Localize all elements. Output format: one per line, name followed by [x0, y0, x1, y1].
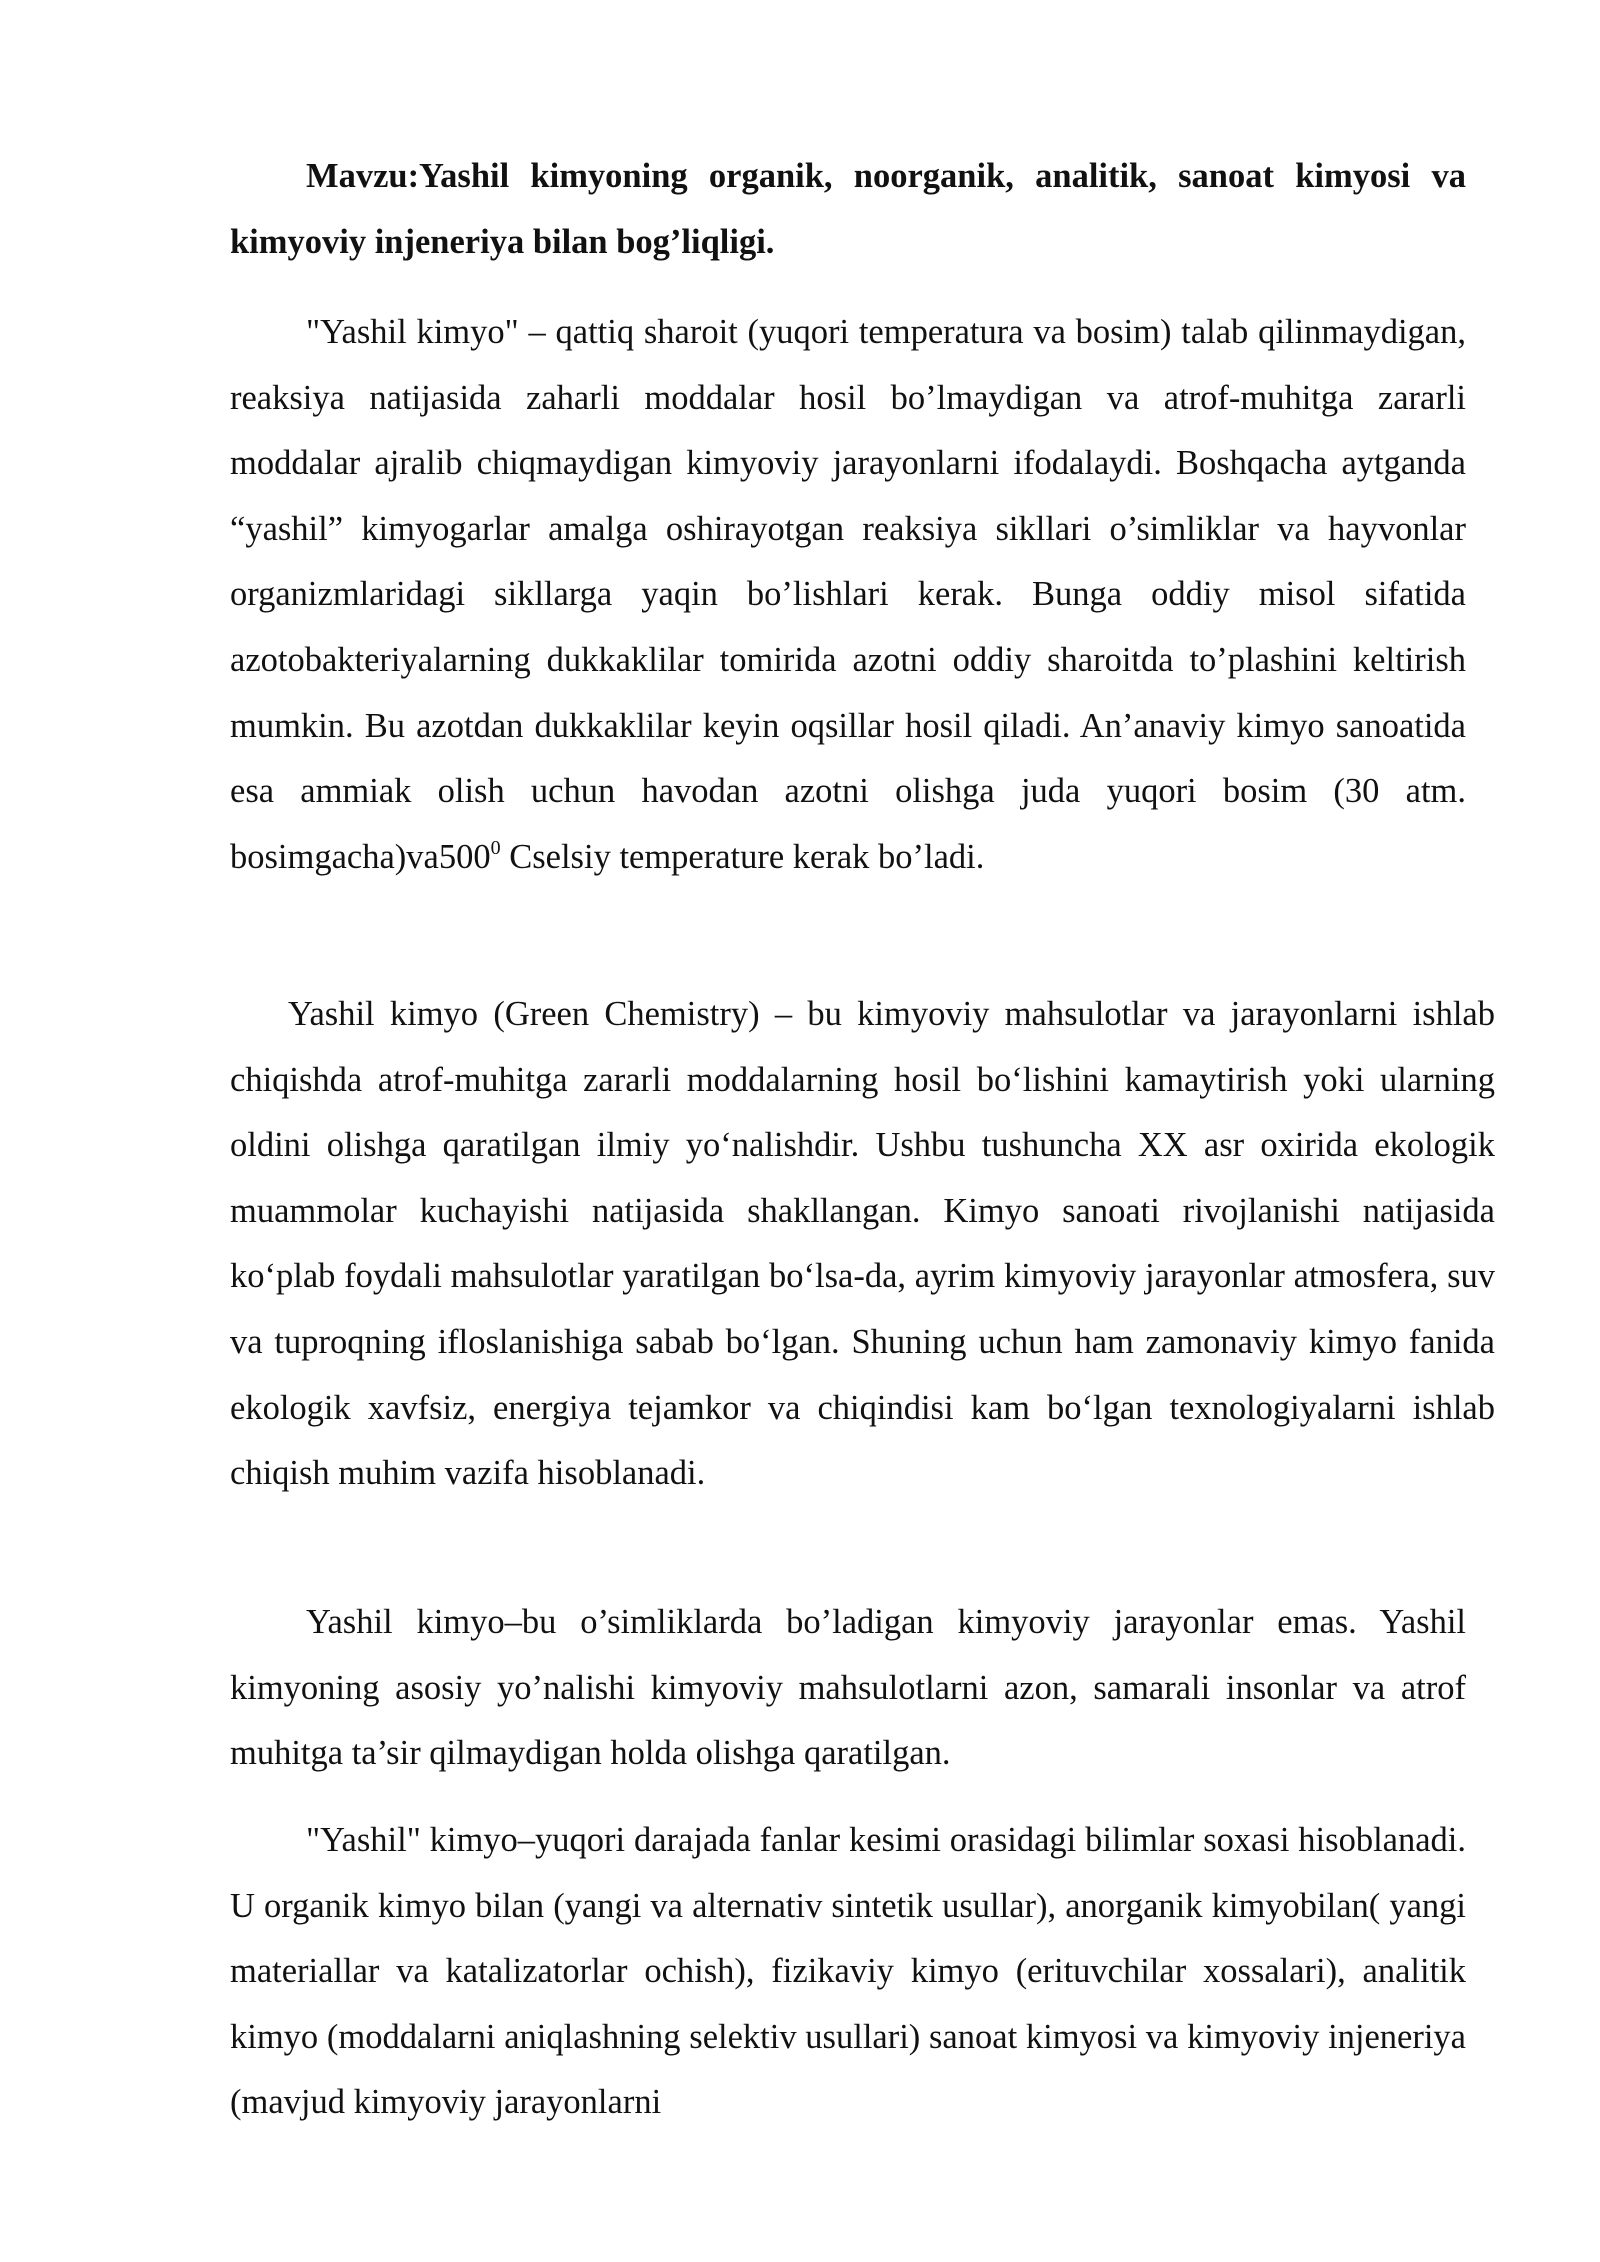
paragraph-text: "Yashil kimyo" – qattiq sharoit (yuqori temperatura va bosim) talab qilinmaydigan, reaksiya natijasida zaharli moddalar hosil bo’lmaydigan va atrof-muhitga zararli moddalar ajralib chiqmaydigan kimyoviy jarayonlarni ifodalaydi. Boshqacha aytganda “yashil” kimyogarlar amalga oshirayotgan reaksiya sikllari o’simliklar va hayvonlar organizmlaridagi sikllarga yaqin bo’lishlari kerak. Bunga oddiy misol sifatida azotobakteriyalarning dukkaklilar tomirida azotni oddiy sharoitda to’plashini keltirish mumkin. Bu azotdan dukkaklilar keyin oqsillar hosil qiladi. An’anaviy kimyo sanoatida esa ammiak olish uchun havodan azotni olishga juda yuqori bosim (30 atm. bosimgacha)va500: [230, 313, 1466, 876]
paragraph-green-chemistry-overview: Yashil kimyo (Green Chemistry) – bu kimyoviy mahsulotlar va jarayonlarni ishlab chiqishda atrof-muhitga zararli moddalarning hosil bo‘lishini kamaytirish yoki ularning oldini olishga qaratilgan ilmiy yo‘nalishdir. Ushbu tushuncha XX asr oxirida ekologik muammolar kuchayishi natijasida shakllangan. Kimyo sanoati rivojlanishi natijasida ko‘plab foydali mahsulotlar yaratilgan bo‘lsa-da, ayrim kimyoviy jarayonlar atmosfera, suv va tuproqning ifloslanishiga sabab bo‘lgan. Shuning uchun ham zamonaviy kimyo fanida ekologik xavfsiz, energiya tejamkor va chiqindisi kam bo‘lgan texnologiyalarni ishlab chiqish muhim vazifa hisoblanadi.: [230, 995, 1495, 1493]
paragraph-text-end: Cselsiy temperature kerak bo’ladi.: [500, 837, 985, 876]
degree-superscript: 0: [490, 836, 501, 859]
paragraph-interdisciplinary: "Yashil" kimyo–yuqori darajada fanlar kesimi orasidagi bilimlar soxasi hisoblanadi. U organik kimyo bilan (yangi va alternativ sintetik usullar), anorganik kimyobilan( yangi materiallar va katalizatorlar ochish), fizikaviy kimyo (erituvchilar xossalari), analitik kimyo (moddalarni aniqlashning selektiv usullari) sanoat kimyosi va kimyoviy injeneriya (mavjud kimyoviy jarayonlarni: [230, 1821, 1466, 2122]
paragraph-green-chemistry-direction: Yashil kimyo–bu o’simliklarda bo’ladigan kimyoviy jarayonlar emas. Yashil kimyoning asosiy yo’nalishi kimyoviy mahsulotlarni azon, samarali insonlar va atrof muhitga ta’sir qilmaydigan holda olishga qaratilgan.: [230, 1603, 1466, 1773]
document-title: Mavzu:Yashil kimyoning organik, noorganik, analitik, sanoat kimyosi va kimyoviy injeneriya bilan bog’liqligi.: [230, 157, 1466, 261]
paragraph-green-chemistry-definition: [230, 300, 1466, 890]
